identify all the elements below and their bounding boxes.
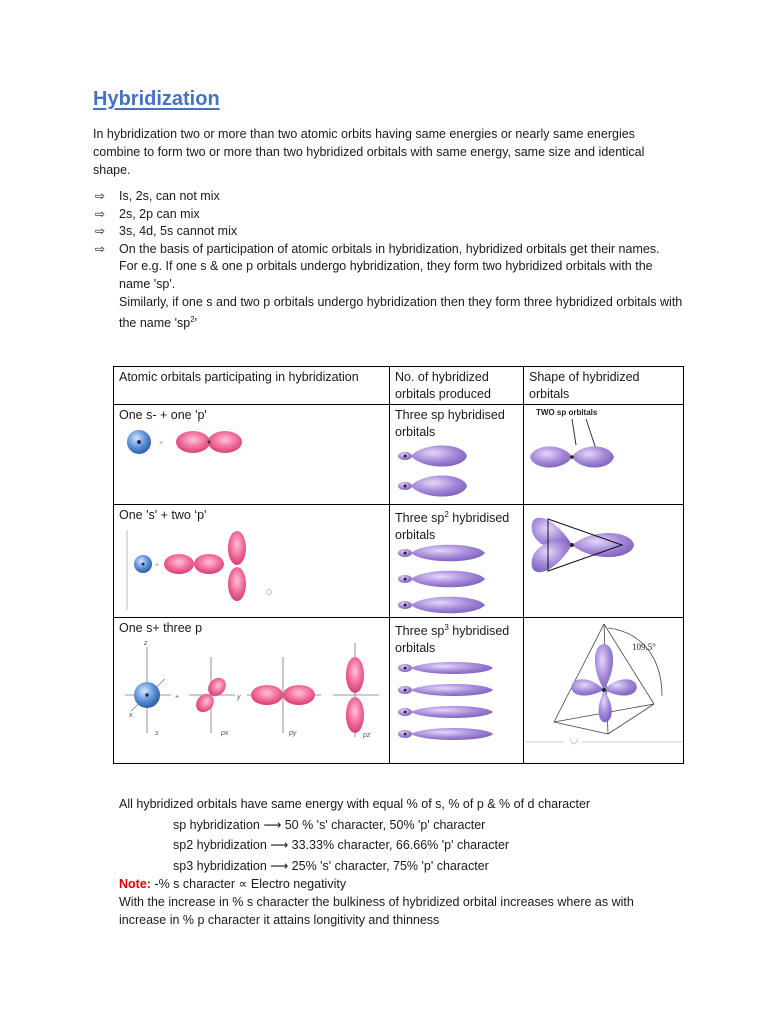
bond-angle-label: 109.5° [632, 642, 656, 653]
list-item [93, 241, 683, 259]
hybridization-table [113, 366, 684, 764]
p-orbital-lobe [176, 431, 210, 453]
table-cell [524, 618, 684, 764]
p-orbital-lobe [228, 567, 246, 601]
s-plus-p-orbital-figure [119, 424, 259, 464]
table-header-row [114, 367, 684, 405]
table-cell [114, 505, 390, 618]
sp2-hybrid-orbitals-figure [395, 543, 519, 615]
table-cell [390, 505, 524, 618]
hybrid-count-label [395, 620, 518, 656]
superscript: 3 [444, 623, 449, 633]
table-cell [524, 405, 684, 505]
s-orbital-axes [125, 640, 171, 737]
p-orbital-lobe [208, 431, 242, 453]
nucleus-dot [570, 455, 574, 459]
two-sp-label: TWO sp orbitals [536, 408, 598, 417]
linear-sp-shape-figure [524, 405, 684, 501]
summary-conclusion: With the increase in % s character the bulkiness of hybridized orbital increases where as with increase in % p character it attains longitivity and thinness [119, 895, 634, 927]
sp-hybrid-orbital [398, 446, 467, 467]
orbital-label-px: px [221, 729, 229, 737]
table-cell [114, 405, 390, 505]
list-item [93, 206, 683, 224]
note-line [119, 876, 679, 893]
plus-sign: + [159, 439, 164, 447]
summary-section [119, 794, 679, 929]
sp3-hybrid-orbital [398, 706, 493, 718]
px-orbital [189, 657, 241, 737]
sp3-lobe [595, 644, 613, 690]
note-label: Note: [119, 877, 151, 891]
arrow-icon: ⇨ [95, 224, 106, 239]
summary-text: All hybridized orbitals have same energy with equal % of s, % of p & % of d character [119, 797, 591, 811]
table-cell [390, 405, 524, 505]
arrow-icon: ⇨ [95, 189, 106, 203]
hybrid-count-text: Three sp [395, 624, 445, 639]
tetrahedral-shape-figure [524, 618, 684, 762]
sp3-lobe [604, 679, 637, 695]
bullet-text: Similarly, if one s and two p orbitals undergo hybridization then they form three hybridized orbitals with the name 'sp [119, 294, 683, 331]
sp3-lobe [599, 690, 612, 722]
arrow-icon: ⇨ [95, 241, 106, 256]
hybrid-count-text: Three sp hybridised orbitals [395, 408, 505, 439]
pointer-line [586, 419, 596, 449]
sp-lobe [530, 447, 572, 468]
sp-hybrid-orbitals-figure [395, 440, 519, 502]
table-cell [390, 618, 524, 764]
sp2-lobe [572, 533, 634, 557]
baseline-mark [526, 738, 682, 744]
superscript: 2 [444, 510, 449, 519]
bullet-list [93, 188, 683, 333]
bullet-text: On the basis of participation of atomic orbitals in hybridization, hybridized orbitals get their names. [119, 241, 660, 256]
p-orbital-lobe [228, 531, 246, 565]
trigonal-planar-shape-figure [524, 505, 684, 615]
table-row [114, 618, 684, 764]
bullet-text: Is, 2s, can not mix [119, 189, 220, 203]
sp-character-line: sp hybridization ⟶ 50 % 's' character, 50% 'p' character [173, 817, 486, 832]
sp-hybrid-orbital [398, 476, 467, 497]
s-plus-three-p-orbital-figure [119, 637, 383, 747]
sp3-hybrid-orbital [398, 684, 493, 696]
hybrid-count-label [395, 507, 518, 543]
list-item [93, 223, 683, 241]
table-cell [524, 505, 684, 618]
orbital-label-py: py [289, 729, 297, 737]
atomic-orbitals-label: One s+ three p [119, 621, 203, 636]
superscript: 2 [190, 315, 195, 325]
table-header: Shape of hybridized orbitals [524, 367, 684, 405]
sp3-hybrid-orbitals-figure [395, 656, 519, 746]
bullet-text: For e.g. If one s & one p orbitals undergo hybridization, they form two hybridized orbitals with the name 'sp'. [119, 259, 653, 291]
hybrid-count-text: hybridised orbitals [395, 624, 510, 655]
bullet-text: ' [194, 316, 198, 331]
bullet-text: 3s, 4d, 5s cannot mix [119, 224, 238, 239]
page-title: Hybridization [93, 88, 220, 110]
plus-sign: + [175, 693, 180, 701]
sp2-lobe [532, 541, 572, 572]
hybrid-count-label [395, 407, 518, 440]
py-orbital [247, 657, 321, 737]
p-orbital-lobe [164, 554, 194, 574]
nucleus-dot [208, 440, 211, 443]
bullet-text: 2s, 2p can mix [119, 206, 200, 221]
sp3-lobe [571, 679, 604, 695]
atomic-orbitals-label: One s- + one 'p' [119, 408, 207, 422]
table-header: Atomic orbitals participating in hybridization [114, 367, 390, 405]
table-row [114, 505, 684, 618]
sp3-hybrid-orbital [398, 728, 493, 740]
table-cell [114, 618, 390, 764]
sp2-hybrid-orbital [398, 571, 485, 588]
intro-paragraph: In hybridization two or more than two atomic orbits having same energies or nearly same energies combine to form two or more than two hybridized orbitals with same energy, same size and identical shape. [93, 127, 645, 177]
axis-label-z: z [144, 639, 148, 647]
hybrid-count-text: hybridised orbitals [395, 511, 510, 542]
axis-label-y: y [237, 693, 241, 701]
plus-sign: + [155, 561, 160, 569]
note-text: -% s character ∝ Electro negativity [150, 877, 347, 891]
table-row [114, 405, 684, 505]
arrow-icon: ⇨ [95, 206, 106, 221]
s-plus-two-p-orbital-figure [119, 524, 289, 612]
nucleus-dot [137, 440, 141, 444]
list-item-continuation [93, 294, 683, 333]
axis-label-x: x [129, 711, 133, 719]
list-item [93, 188, 683, 206]
nucleus-dot [570, 543, 574, 547]
list-item-continuation [93, 258, 683, 293]
pz-orbital [333, 643, 379, 739]
sp2-hybrid-orbital [398, 597, 485, 614]
orbital-label-s: s [155, 729, 159, 737]
sp2-hybrid-orbital [398, 545, 485, 562]
sp2-character-line: sp2 hybridization ⟶ 33.33% character, 66.66% 'p' character [173, 838, 510, 852]
nucleus-dot [142, 562, 145, 565]
orbital-label-pz: pz [363, 731, 371, 739]
small-circle [267, 589, 272, 594]
sp-lobe [572, 447, 614, 468]
sp3-character-line: sp3 hybridization ⟶ 25% 's' character, 75% 'p' character [173, 858, 489, 873]
atomic-orbitals-label: One 's' + two ‘p' [119, 508, 207, 522]
p-orbital-lobe [194, 554, 224, 574]
table-header: No. of hybridized orbitals produced [390, 367, 524, 405]
pointer-line [572, 419, 576, 445]
nucleus-dot [602, 688, 606, 692]
sp3-hybrid-orbital [398, 662, 493, 674]
hybrid-count-text: Three sp [395, 511, 445, 526]
